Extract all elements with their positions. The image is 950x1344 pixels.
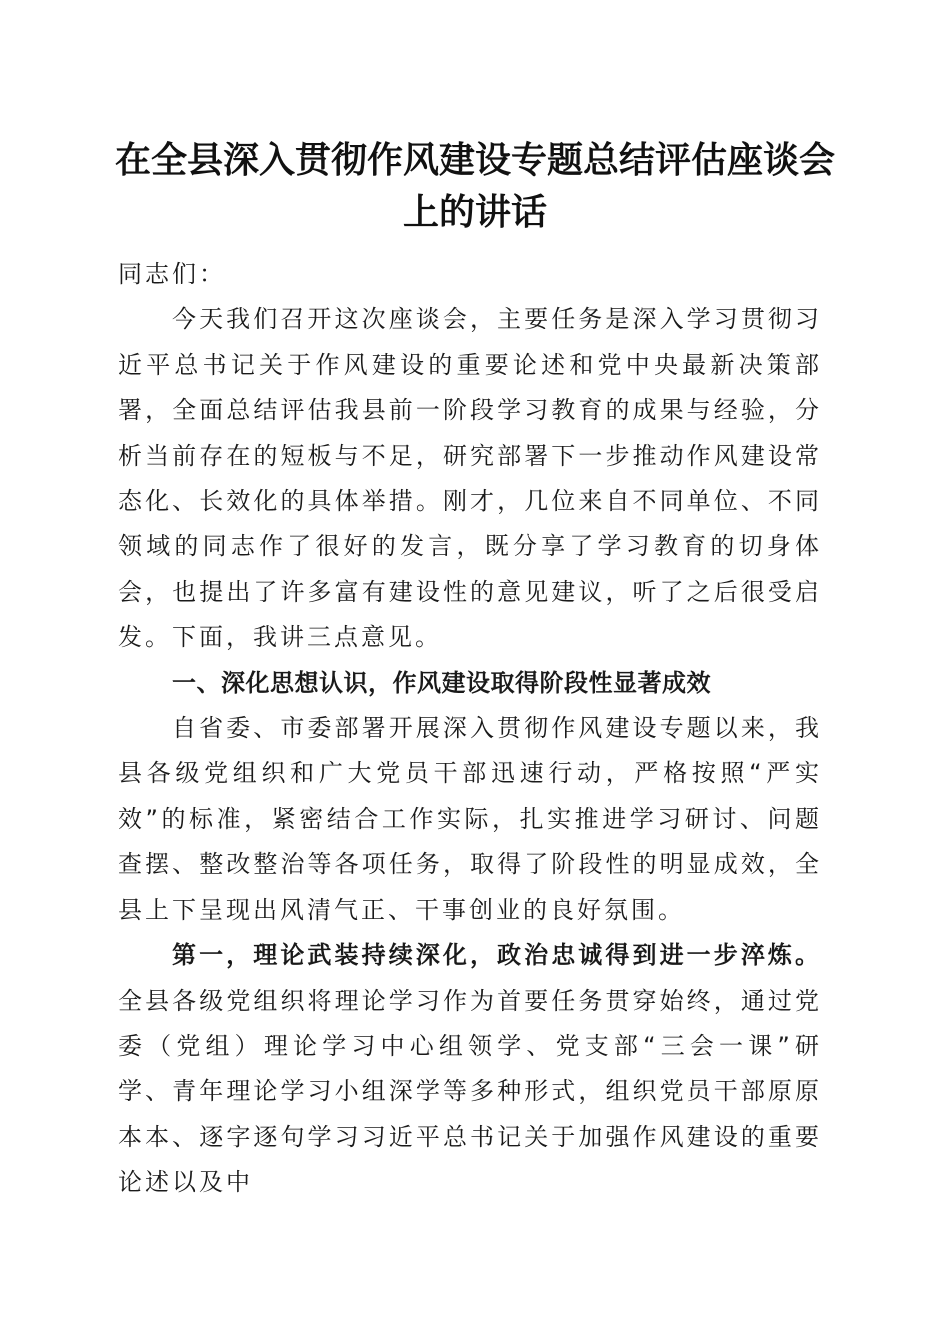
title-line-2: 上的讲话 [402, 191, 547, 233]
document-body [118, 252, 822, 1206]
salutation: 同志们： [118, 260, 226, 288]
paragraph-point-1-lead: 第一，理论武装持续深化，政治忠诚得到进一步淬炼。 [172, 941, 822, 970]
paragraph-intro: 今天我们召开这次座谈会，主要任务是深入学习贯彻习近平总书记关于作风建设的重要论述和党中央最新决策部署，全面总结评估我县前一阶段学习教育的成果与经验，分析当前存在的短板与不足，研究部署下一步推动作风建设常态化、长效化的具体举措。刚才，几位来自不同单位、不同领域的同志作了很好的发言，既分享了学习教育的切身体会，也提出了许多富有建设性的意见建议，听了之后很受启发。下面，我讲三点意见。 [118, 305, 822, 652]
paragraph-section-1-intro: 自省委、市委部署开展深入贯彻作风建设专题以来，我县各级党组织和广大党员干部迅速行动，严格按照“严实效”的标准，紧密结合工作实际，扎实推进学习研讨、问题查摆、整改整治等各项任务，取得了阶段性的明显成效，全县上下呈现出风清气正、干事创业的良好氛围。 [118, 714, 822, 924]
title-line-1: 在全县深入贯彻作风建设专题总结评估座谈会 [114, 139, 835, 181]
paragraph-point-1 [118, 933, 822, 1205]
section-heading-1: 一、深化思想认识，作风建设取得阶段性显著成效 [172, 668, 711, 697]
paragraph-point-1-text: 全县各级党组织将理论学习作为首要任务贯穿始终，通过党委（党组）理论学习中心组领学、党支部“三会一课”研学、青年理论学习小组深学等多种形式，组织党员干部原原本本、逐字逐句学习习近平总书记关于加强作风建设的重要论述以及中 [118, 986, 822, 1197]
document-title [100, 134, 850, 238]
